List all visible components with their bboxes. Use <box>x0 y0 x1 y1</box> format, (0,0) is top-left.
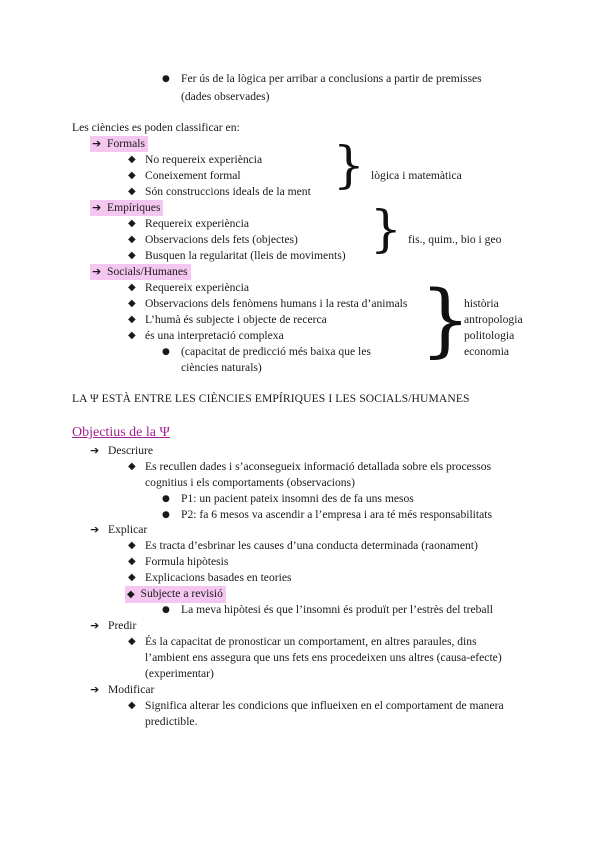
explain-sub: La meva hipòtesi és que l’insomni és produït per l’estrès del treball <box>181 603 493 616</box>
arrow-icon: ➔ <box>92 137 102 150</box>
modify-item-line2: predictible. <box>145 715 198 728</box>
empiriques-item-1: Requereix experiència <box>145 217 249 230</box>
arrow-icon: ➔ <box>90 683 100 696</box>
socials-item-3: L’humà és subjecte i objecte de recerca <box>145 313 327 326</box>
empiriques-result: fis., quim., bio i geo <box>408 233 502 246</box>
diamond-icon: ◆ <box>128 540 136 551</box>
predict-item-line2: l’ambient ens assegura que uns fets ens procedeixen uns altres (causa-efecte) <box>145 651 502 664</box>
describe-item-line2: cognitius i els comportaments (observacions) <box>145 476 355 489</box>
objective-predict: Predir <box>108 619 137 632</box>
objective-describe: Descriure <box>108 444 154 457</box>
formals-result: lògica i matemàtica <box>371 169 462 182</box>
objective-modify: Modificar <box>108 683 155 696</box>
bullet-dot: ● <box>162 605 170 615</box>
formals-item-2: Coneixement formal <box>145 169 241 182</box>
modify-item-line1: Significa alterar les condicions que influeixen en el comportament de manera <box>145 699 504 712</box>
socials-item-2: Observacions dels fenòmens humans i la resta d’animals <box>145 297 408 310</box>
objective-explain: Explicar <box>108 523 148 536</box>
socials-result-4: economia <box>464 345 510 358</box>
diamond-icon: ◆ <box>128 186 136 197</box>
socials-item-1: Requereix experiència <box>145 281 249 294</box>
diamond-icon: ◆ <box>128 154 136 165</box>
diamond-icon: ◆ <box>128 218 136 229</box>
explain-highlight-item: ◆ Subjecte a revisió <box>125 586 226 603</box>
diamond-icon: ◆ <box>128 636 136 647</box>
predict-item-line3: (experimentar) <box>145 667 214 680</box>
brace-icon: } <box>370 200 402 258</box>
classification-lead: Les ciències es poden classificar en: <box>72 121 240 134</box>
describe-item-line1: Es recullen dades i s’aconsegueix informació detallada sobre els processos <box>145 460 492 473</box>
arrow-icon: ➔ <box>92 201 102 214</box>
diamond-icon: ◆ <box>128 556 136 567</box>
diamond-icon: ◆ <box>128 250 136 261</box>
arrow-icon: ➔ <box>90 444 100 457</box>
intro-bullet-line2: (dades observades) <box>181 90 270 103</box>
socials-result-2: antropologia <box>464 313 523 326</box>
arrow-icon: ➔ <box>92 265 102 278</box>
explain-item-3: Explicacions basades en teories <box>145 571 292 584</box>
bullet-dot: ● <box>162 74 170 84</box>
diamond-icon: ◆ <box>128 314 136 325</box>
category-formals: ➔ Formals <box>90 136 148 152</box>
diamond-icon: ◆ <box>128 461 136 472</box>
socials-sub-line2: ciències naturals) <box>181 361 262 374</box>
bullet-dot: ● <box>162 510 170 520</box>
socials-sub-line1: (capacitat de predicció més baixa que les <box>181 345 371 358</box>
diamond-icon: ◆ <box>128 234 136 245</box>
explain-item-2: Formula hipòtesis <box>145 555 229 568</box>
socials-item-4: és una interpretació complexa <box>145 329 284 342</box>
arrow-icon: ➔ <box>90 619 100 632</box>
bullet-dot: ● <box>162 494 170 504</box>
diamond-icon: ◆ <box>128 170 136 181</box>
diamond-icon: ◆ <box>128 572 136 583</box>
diamond-icon: ◆ <box>128 298 136 309</box>
describe-sub-2: P2: fa 6 mesos va ascendir a l’empresa i ara té més responsabilitats <box>181 508 492 521</box>
describe-sub-1: P1: un pacient pateix insomni des de fa uns mesos <box>181 492 414 505</box>
formals-item-1: No requereix experiència <box>145 153 263 166</box>
category-empiriques: ➔ Empíriques <box>90 200 163 216</box>
formals-item-3: Són construccions ideals de la ment <box>145 185 311 198</box>
socials-result-3: politologia <box>464 329 515 342</box>
predict-item-line1: És la capacitat de pronosticar un comportament, en altres paraules, dins <box>145 635 477 648</box>
socials-result-1: història <box>464 297 499 310</box>
arrow-icon: ➔ <box>90 523 100 536</box>
brace-icon: } <box>333 136 365 194</box>
psychology-statement: LA Ψ ESTÀ ENTRE LES CIÈNCIES EMPÍRIQUES I LES SOCIALS/HUMANES <box>72 392 470 405</box>
category-socials: ➔ Socials/Humanes <box>90 264 191 280</box>
objectives-heading: Objectius de la Ψ <box>72 425 170 440</box>
diamond-icon: ◆ <box>128 282 136 293</box>
empiriques-item-2: Observacions dels fets (objectes) <box>145 233 298 246</box>
bullet-dot: ● <box>162 347 170 357</box>
explain-item-1: Es tracta d’esbrinar les causes d’una conducta determinada (raonament) <box>145 539 478 552</box>
brace-icon: } <box>420 273 471 366</box>
diamond-icon: ◆ <box>127 589 135 600</box>
empiriques-item-3: Busquen la regularitat (lleis de moviments) <box>145 249 346 262</box>
intro-bullet-line1: Fer ús de la lògica per arribar a conclusions a partir de premisses <box>181 72 482 85</box>
diamond-icon: ◆ <box>128 700 136 711</box>
diamond-icon: ◆ <box>128 330 136 341</box>
